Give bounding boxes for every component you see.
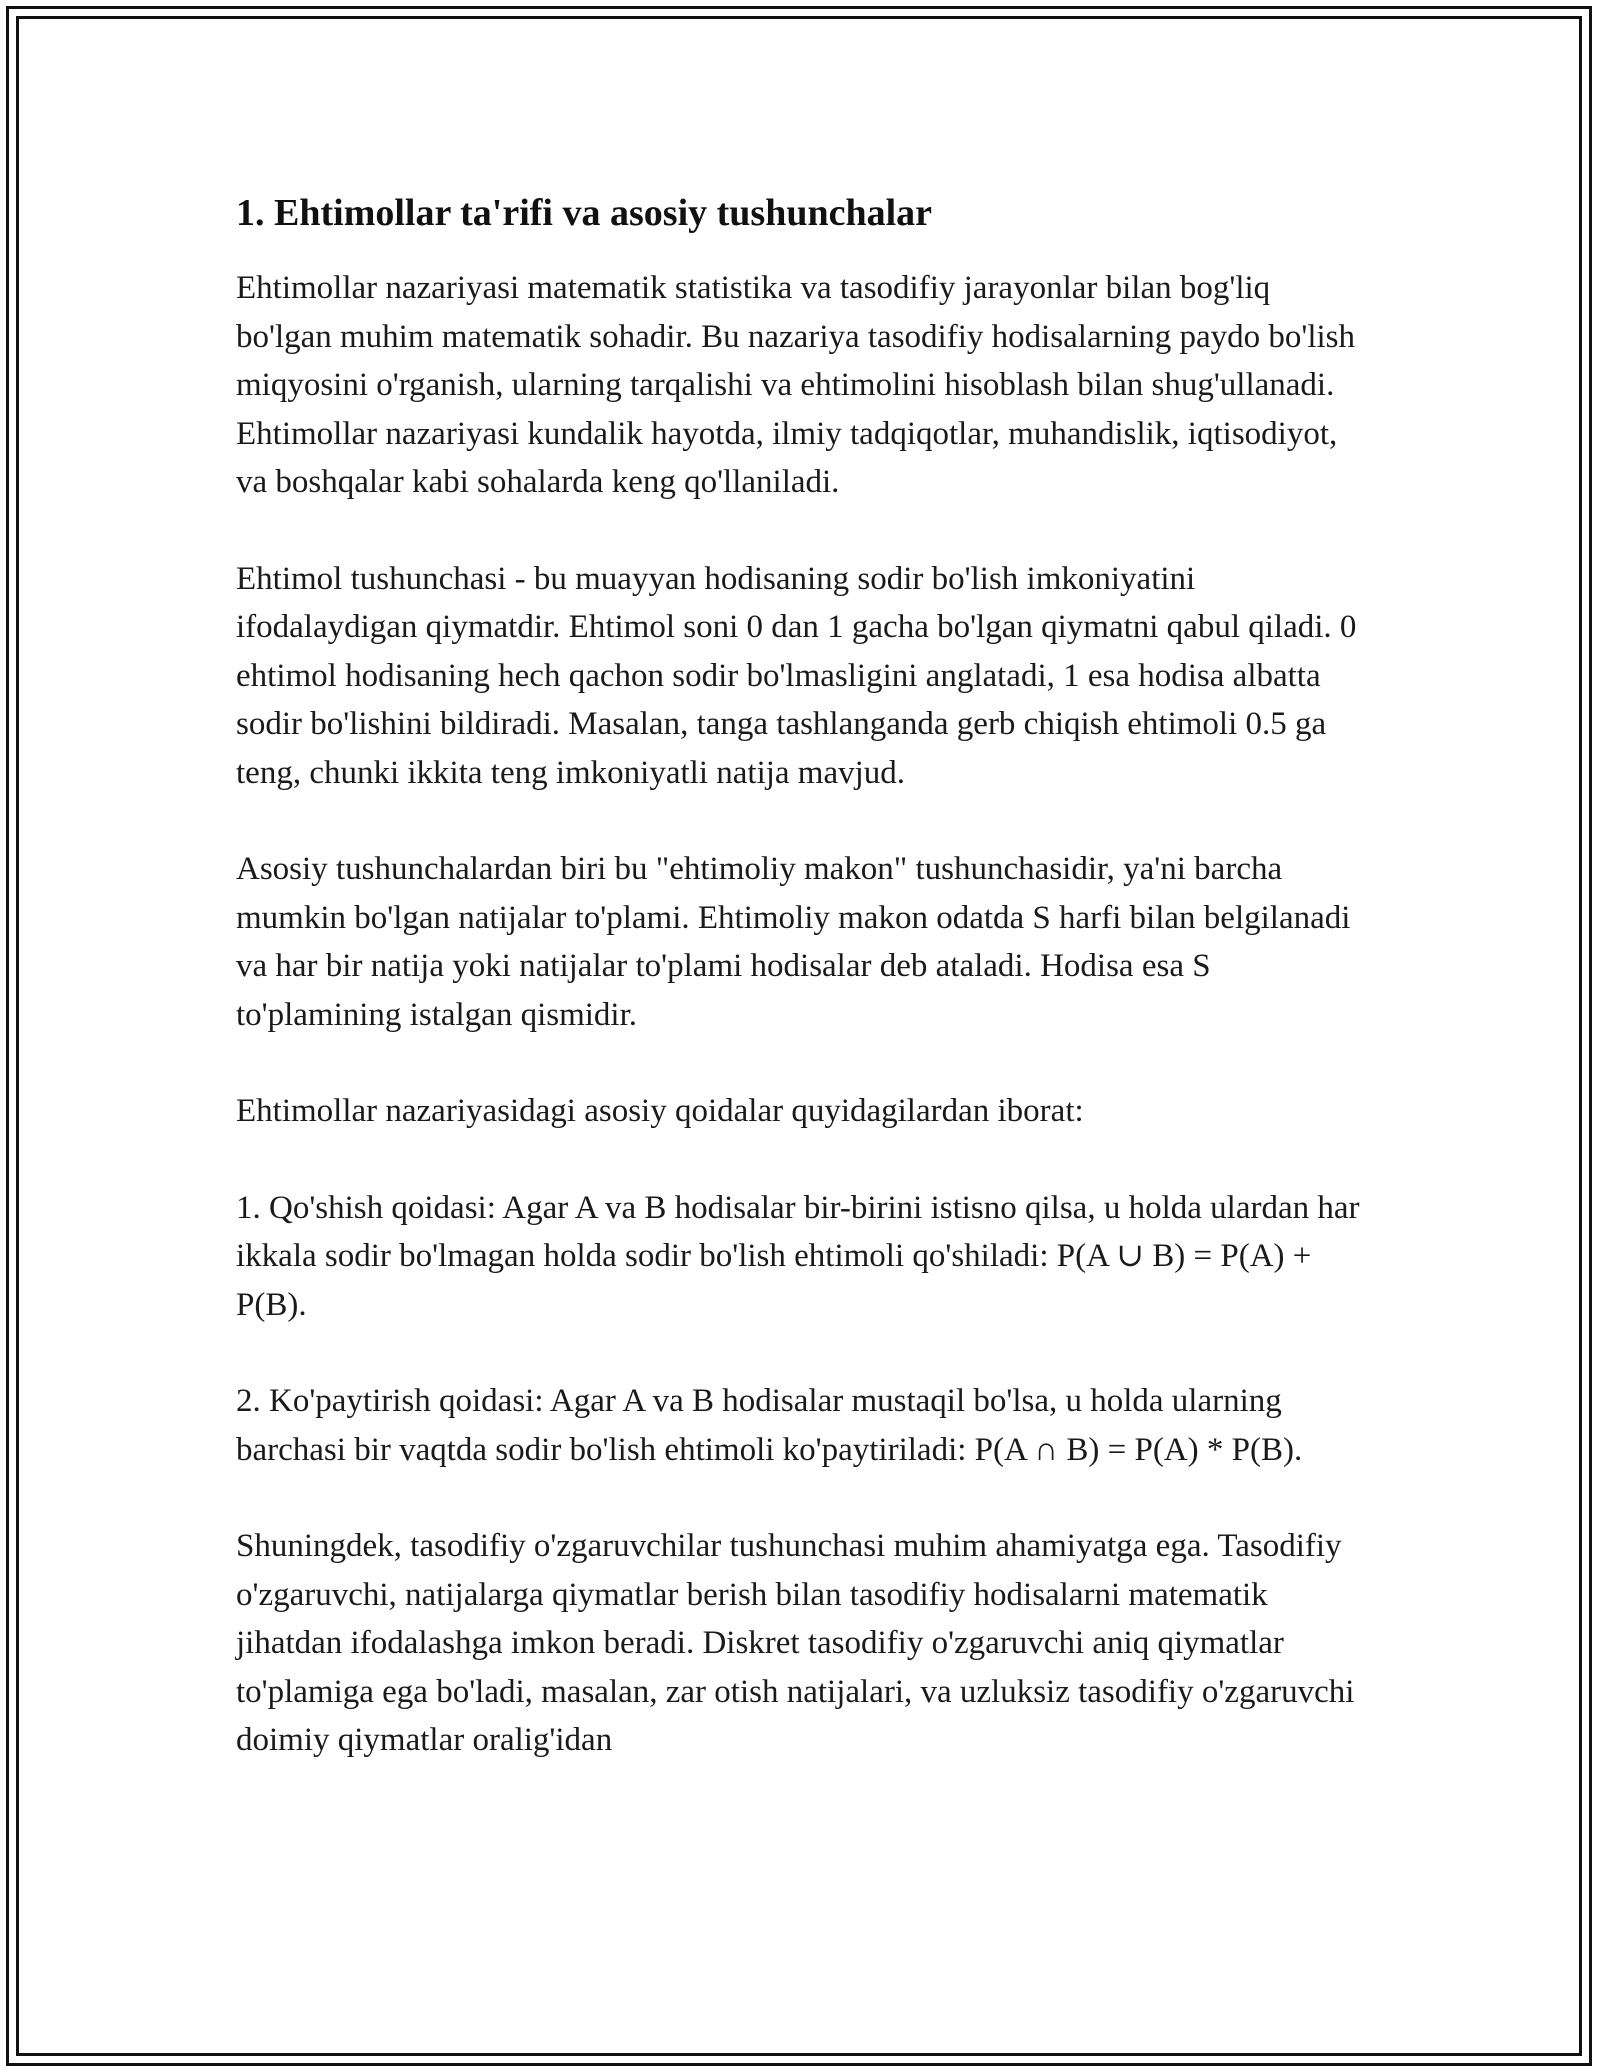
section-heading: 1. Ehtimollar ta'rifi va asosiy tushunchalar [236, 192, 933, 234]
paragraph-probability-concept: Ehtimol tushunchasi - bu muayyan hodisaning sodir bo'lish imkoniyatini ifodalaydigan qiymatdir. Ehtimol soni 0 dan 1 gacha bo'lgan qiymatni qabul qiladi. 0 ehtimol hodisaning hech qachon sodir bo'lmasligini anglatadi, 1 esa hodisa albatta sodir bo'lishini bildiradi. Masalan, tanga tashlanganda gerb chiqish ehtimoli 0.5 ga teng, chunki ikkita teng imkoniyatli natija mavjud. [236, 560, 1357, 791]
paragraph-addition-rule: 1. Qo'shish qoidasi: Agar A va B hodisalar bir-birini istisno qilsa, u holda ulardan har ikkala sodir bo'lmagan holda sodir bo'lish ehtimoli qo'shiladi: P(A ∪ B) = P(A) + P(B). [236, 1189, 1360, 1323]
paragraph-multiplication-rule: 2. Ko'paytirish qoidasi: Agar A va B hodisalar mustaqil bo'lsa, u holda ularning barchasi bir vaqtda sodir bo'lish ehtimoli ko'paytiriladi: P(A ∩ B) = P(A) * P(B). [236, 1383, 1303, 1468]
document-body [236, 188, 1366, 1813]
paragraph-intro: Ehtimollar nazariyasi matematik statistika va tasodifiy jarayonlar bilan bog'liq bo'lgan muhim matematik sohadir. Bu nazariya tasodifiy hodisalarning paydo bo'lish miqyosini o'rganish, ularning tarqalishi va ehtimolini hisoblash bilan shug'ullanadi. Ehtimollar nazariyasi kundalik hayotda, ilmiy tadqiqotlar, muhandislik, iqtisodiyot, va boshqalar kabi sohalarda keng qo'llaniladi. [236, 270, 1356, 500]
paragraph-rules-intro: Ehtimollar nazariyasidagi asosiy qoidalar quyidagilardan iborat: [236, 1093, 1084, 1129]
paragraph-random-variables: Shuningdek, tasodifiy o'zgaruvchilar tushunchasi muhim ahamiyatga ega. Tasodifiy o'zgaruvchi, natijalarga qiymatlar berish bilan tasodifiy hodisalarni matematik jihatdan ifodalashga imkon beradi. Diskret tasodifiy o'zgaruvchi aniq qiymatlar to'plamiga ega bo'ladi, masalan, zar otish natijalari, va uzluksiz tasodifiy o'zgaruvchi doimiy qiymatlar oralig'idan [236, 1528, 1355, 1758]
paragraph-sample-space: Asosiy tushunchalardan biri bu "ehtimoliy makon" tushunchasidir, ya'ni barcha mumkin bo'lgan natijalar to'plami. Ehtimoliy makon odatda S harfi bilan belgilanadi va har bir natija yoki natijalar to'plami hodisalar deb ataladi. Hodisa esa S to'plamining istalgan qismidir. [236, 851, 1351, 1033]
